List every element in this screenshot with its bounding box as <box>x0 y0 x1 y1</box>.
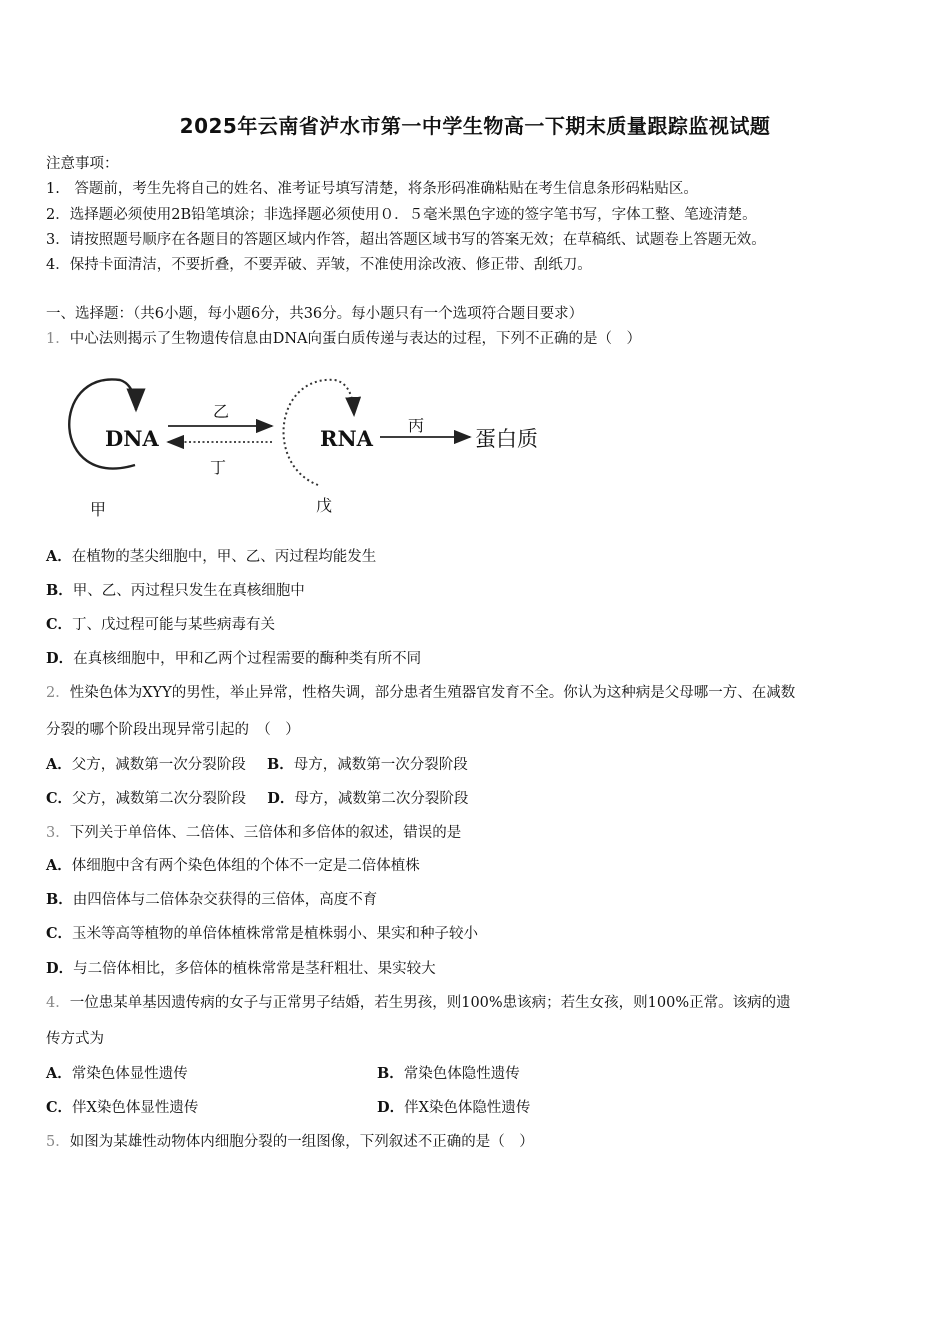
jia-loop-arrow <box>69 379 136 468</box>
option-c: C．玉米等高等植物的单倍体植株常常是植株弱小、果实和种子较小 <box>46 925 479 942</box>
notice-item: 3．请按照题号顺序在各题目的答题区域内作答，超出答题区域书写的答案无效；在草稿纸、试题卷上答题无效。 <box>46 232 766 248</box>
question-number: 4． <box>46 995 70 1011</box>
central-dogma-diagram <box>50 365 570 525</box>
question-5-stem <box>46 1130 534 1151</box>
wu-label: 戊 <box>316 496 333 515</box>
question-text: 一位患某单基因遗传病的女子与正常男子结婚，若生男孩，则100%患该病；若生女孩，则100%正常。该病的遗 <box>69 995 791 1011</box>
notice-item: 4．保持卡面清洁，不要折叠，不要弄破、弄皱，不准使用涂改液、修正带、刮纸刀。 <box>46 257 592 273</box>
option-a: A．体细胞中含有两个染色体组的个体不一定是二倍体植株 <box>46 857 420 874</box>
question-2-stem-cont: 分裂的哪个阶段出现异常引起的 （ ） <box>46 722 300 738</box>
question-text: 中心法则揭示了生物遗传信息由DNA向蛋白质传递与表达的过程，下列不正确的是（ ） <box>69 331 642 347</box>
rna-label: RNA <box>320 426 373 451</box>
question-text: 性染色体为XYY的男性，举止异常，性格失调，部分患者生殖器官发育不全。你认为这种病是父母哪一方、在减数 <box>69 685 796 701</box>
jia-label: 甲 <box>90 500 107 519</box>
option-b: B．常染色体隐性遗传 <box>377 1065 520 1082</box>
option-c: C．伴X染色体显性遗传 <box>46 1099 199 1116</box>
section-heading: 一、选择题：（共6小题，每小题6分，共36分。每小题只有一个选项符合题目要求） <box>46 306 584 322</box>
option-b: B．由四倍体与二倍体杂交获得的三倍体，高度不育 <box>46 891 378 908</box>
option-c: C．丁、戊过程可能与某些病毒有关 <box>46 616 276 633</box>
bing-label: 丙 <box>408 416 425 435</box>
question-number: 2． <box>46 685 70 701</box>
option-d: D．与二倍体相比，多倍体的植株常常是茎秆粗壮、果实较大 <box>46 960 436 977</box>
notice-item: 1. 答题前，考生先将自己的姓名、准考证号填写清楚，将条形码准确粘贴在考生信息条形码粘贴区。 <box>46 181 698 197</box>
question-2-stem <box>46 681 795 702</box>
question-text: 如图为某雄性动物体内细胞分裂的一组图像，下列叙述不正确的是（ ） <box>69 1134 534 1150</box>
page-title: 2025年云南省泸水市第一中学生物高一下期末质量跟踪监视试题 <box>179 114 771 138</box>
question-number: 3． <box>46 825 70 841</box>
question-number: 1． <box>46 331 70 347</box>
option-a: A．常染色体显性遗传 <box>46 1065 188 1082</box>
dna-label: DNA <box>105 426 159 451</box>
yi-label: 乙 <box>213 402 230 421</box>
question-number: 5． <box>46 1134 70 1150</box>
option-a: A．在植物的茎尖细胞中，甲、乙、丙过程均能发生 <box>46 548 377 565</box>
option-b: B．甲、乙、丙过程只发生在真核细胞中 <box>46 582 305 599</box>
notice-item: 2．选择题必须使用2B铅笔填涂；非选择题必须使用０．５毫米黑色字迹的签字笔书写，字体工整、笔迹清楚。 <box>46 207 757 223</box>
option-row: C．父方，减数第二次分裂阶段 D．母方，减数第二次分裂阶段 <box>46 790 469 807</box>
notice-heading: 注意事项： <box>46 156 119 172</box>
option-d: D．在真核细胞中，甲和乙两个过程需要的酶种类有所不同 <box>46 650 422 667</box>
option-d: D．伴X染色体隐性遗传 <box>377 1099 531 1116</box>
question-4-stem-cont: 传方式为 <box>46 1031 104 1047</box>
question-3-stem <box>46 821 461 842</box>
ding-label: 丁 <box>210 458 227 477</box>
question-text: 下列关于单倍体、二倍体、三倍体和多倍体的叙述，错误的是 <box>69 825 462 841</box>
question-4-stem <box>46 991 791 1012</box>
option-row: A．父方，减数第一次分裂阶段 B．母方，减数第一次分裂阶段 <box>46 756 468 773</box>
protein-label: 蛋白质 <box>475 427 538 451</box>
question-1-stem <box>46 327 641 348</box>
